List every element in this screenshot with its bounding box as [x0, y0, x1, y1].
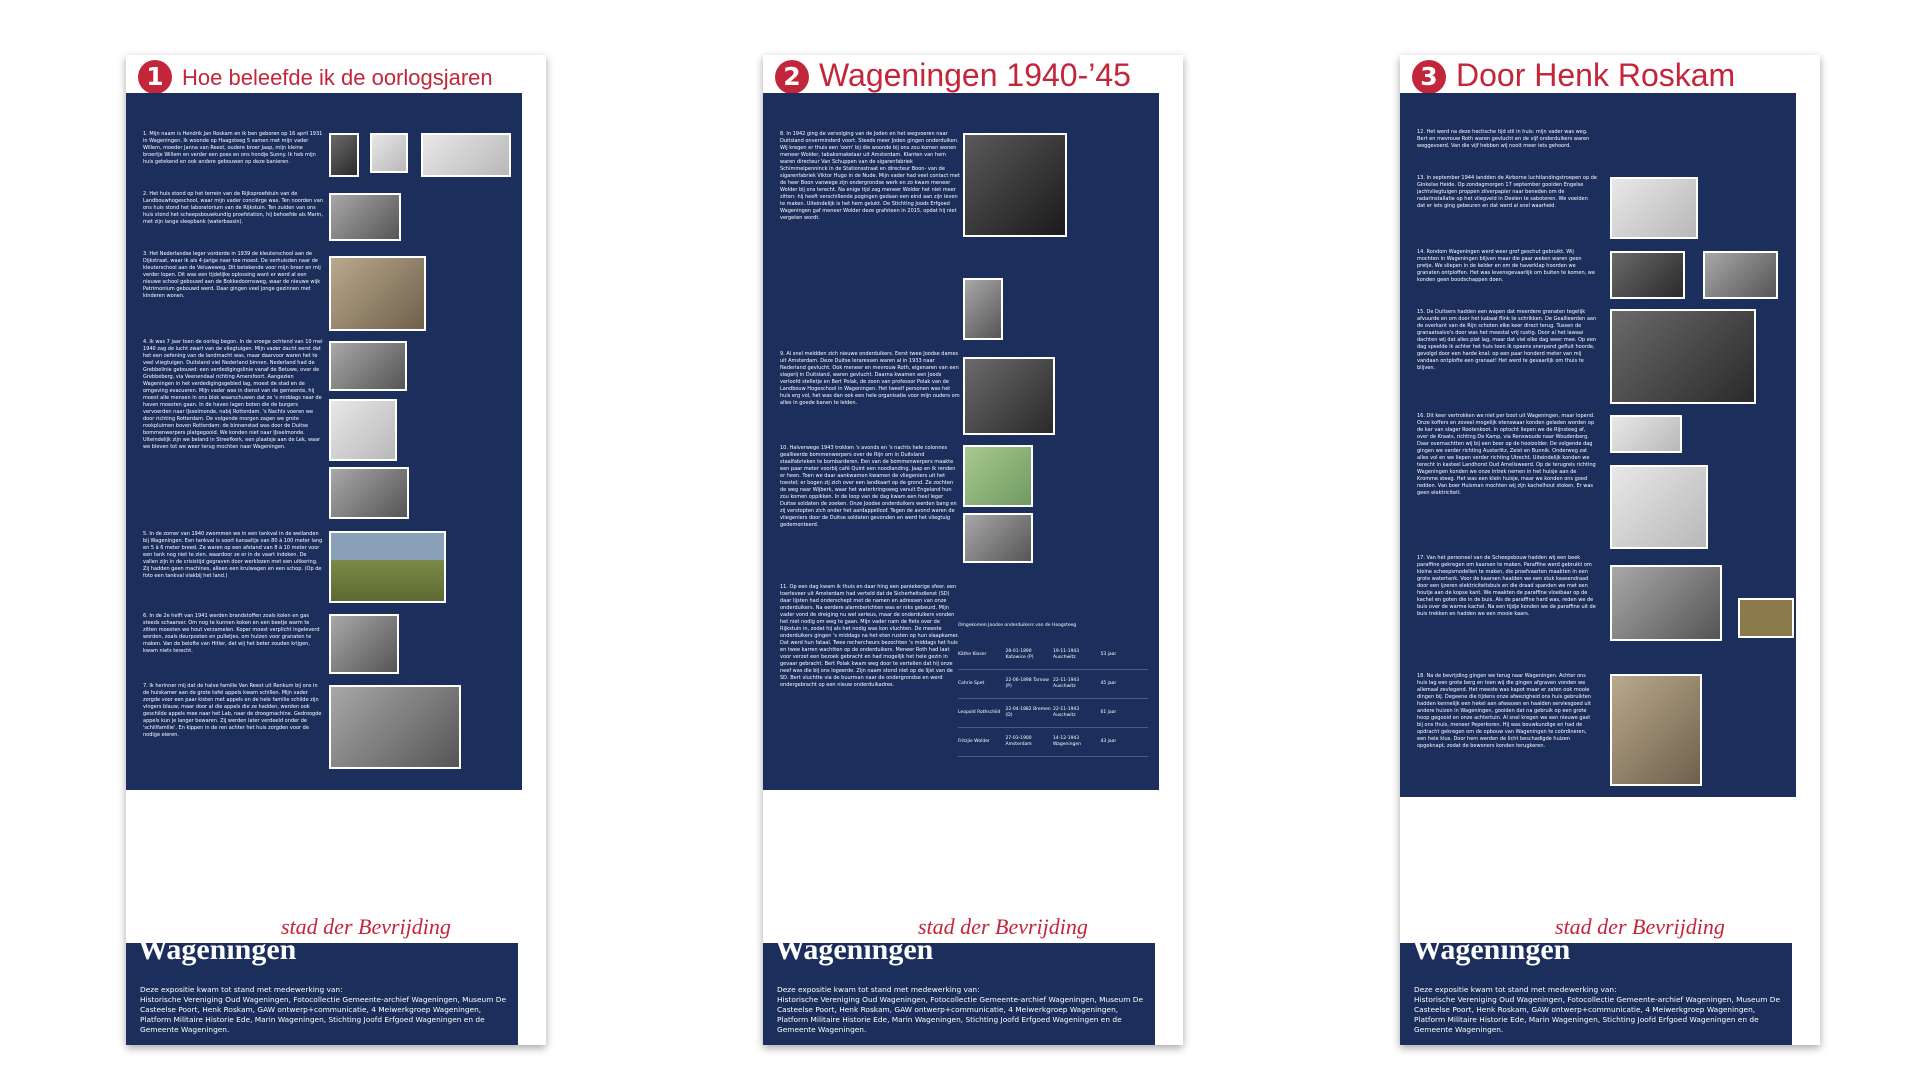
- cottage-drawing: [1610, 465, 1708, 549]
- cell-age: 61 jaar: [1100, 710, 1117, 715]
- banner-1: [126, 55, 546, 1045]
- table-caption: Omgekomen Joodse onderduikers van de Haagsteeg: [958, 623, 1077, 628]
- credits-intro: Deze expositie kwam tot stand met medewerking van:: [140, 985, 343, 994]
- town-logo: Wageningen: [1412, 933, 1571, 966]
- table-row: [958, 641, 1148, 670]
- school-photo: [329, 256, 426, 331]
- story-section-16: 16. Dit keer vertrokken we niet per boot uit Wageningen, maar lopend. Onze koffers en zoveel mogelijk etenswaar konden geladen worden op de kar van slager Rootenkoot. In optocht liepen we de Rijnsteeg af, over de Kraats, richting De Kamp, via Renswoude naar Woudenberg. Daar overnachtten wij bij een boer op de hooizolder. De volgende dag gingen we verder richting Austerlitz, Zeist en Bunnik. Onderweg zat alles vol en we liepen verder richting Utrecht. Uiteindelijk konden we terecht in kasteel Landhorst Oud Amelisweerd. Op de terugreis richting Wageningen konden we onze intrek nemen in het huisje aan de Kromme steeg. Het was een klein huisje, maar we konden ons goed redden. Van boer Huisman mochten wij zijn kachelhout stoken. Er was geen elektriciteit.: [1417, 413, 1596, 496]
- town-logo: Wageningen: [775, 933, 934, 966]
- table-row: [958, 670, 1148, 699]
- story-section-2: 2. Het huis stond op het terrein van de Rijksproefstuin van de Landbouwhogeschool, waar mijn vader conciërge was. Ten noorden van ons huis stond het laboratorium van de Rijkstuin. Ten zuiden van ons huis stond het scheepsbouwkundig proefstation, hij behoefde als Marin, met zijn lange sleepbank (waterbassin).: [143, 191, 323, 225]
- victims-table: [958, 623, 1148, 757]
- content-area: [1400, 93, 1796, 797]
- gravestone-photo: [963, 278, 1003, 340]
- banner-number: 2: [775, 60, 809, 94]
- banner-number: 3: [1412, 60, 1446, 94]
- slogan: stad der Bevrijding: [1555, 914, 1725, 939]
- story-section-5: 5. In de zomer van 1940 zwommen we in een tankval in de weilanden bij Wageningen. Een tankval is soort kanaaltje van 80 à 100 meter lang en 5 à 6 meter breed. Ze waren op een afstand van 8 à 10 meter voor een tank nog niet te zien, waardoor ze er in de vaart indoken. De vallen zijn in de crisistijd gegraven door werklozen met een uitkering. Zij hadden geen machines, alleen een kruiwagen en een schop. (Op de foto een tankval vlakbij het land.): [143, 531, 323, 579]
- credits-text: Historische Vereniging Oud Wageningen, Fotocollectie Gemeente-archief Wageningen, Museum De Casteelse Poort, Henk Roskam, GAW ontwerp+communicatie, 4 Meiwerkgroep Wageningen, Platform Militaire Historie Ede, Marin Wageningen, Stichting Joofd Erfgoed Wageningen en de Gemeente Wageningen.: [777, 995, 1144, 1034]
- portrait-photo: [329, 133, 359, 177]
- banner-title: Wageningen 1940-’45: [819, 57, 1131, 93]
- cell-born: 22-04-1882 Bremen (D): [1005, 707, 1051, 718]
- farm-photo: [963, 513, 1033, 563]
- cell-born: 22-06-1898 Tarnow (P): [1005, 678, 1049, 689]
- house-photo: [963, 357, 1055, 435]
- credits: [777, 985, 1147, 1035]
- credits-intro: Deze expositie kwam tot stand met medewerking van:: [1414, 985, 1617, 994]
- story-section-3: 3. Het Nederlandse leger vorderde in 1939 de kleuterschool aan de Dijkstraat, waar ik als 4-jarige naar toe moest. De verhuisden naar de kleuterschool aan de Veluweweg. Dit betekende voor mijn broer en mij verder lopen. Dit was een tijdelijke oplossing want er werd al een nieuwe school gebouwd aan de Bokkedoornsweg, waar de nieuwe wijk Patrimonium gebouwd werd. Daar gingen veel jonge gezinnen met kinderen wonen.: [143, 251, 321, 299]
- tank-trap-photo: [329, 531, 446, 603]
- banner-header: [126, 55, 546, 93]
- table-row: [958, 728, 1148, 757]
- cell-died: 22-11-1943 Auschwitz: [1053, 678, 1080, 689]
- crowd-photo: [329, 467, 409, 519]
- castle-drawing: [1610, 415, 1682, 453]
- story-section-10: 10. Halverwege 1943 trokken 's avonds en 's nachts hele colonnes geallieerde bommenwerpers over de Rijn om in Duitsland staalfabrieken te bombarderen. Een van de bommenwerpers maakte een paar meter voorbij café Quint een noodlanding. Jaap en ik renden er heen. Toen we daar aankwamen kwamen de vliegeniers uit het toestel; er bogen zij zich over een landkaart op de grond. Ze zochten de weg naar Wijberk, waar het waterkringsweg vanuit Engeland hun zou komen oppikken. In de loop van de dag kwam een heel leger Duitse soldaten de zoeken. Onze Joodse onderduikers werden bang en zij verstopten zich onder het aardappelloof. Tegen de avond waren de vliegeniers door de Duitse soldaten gevonden en werd het vliegtuig gedemonteerd.: [780, 445, 957, 528]
- credits-intro: Deze expositie kwam tot stand met medewerking van:: [777, 985, 980, 994]
- drawing-thumbnail: [370, 133, 408, 173]
- landing-map: [963, 445, 1033, 507]
- content-area: [763, 93, 1159, 790]
- story-section-11: 11. Op een dag kwam ik thuis en daar hing een paniekerige sfeer. een toerleveer uit Amsterdam had verteld dat de Sicherheitsdienst (SD) daar lijsten had onderschept met de namen en adressen van onze onderduikers. Na eerdere alarmberichten was er niks gebeurd. Mijn vader vond de dreiging nu wel serieus, maar de onderduikers vonden het niet nodig om weg te gaan. Mijn vader nam de fiets over de Rijkstuin in, zodat hij als het nodig was kon vluchten. De meeste onderduikers gingen 's middags na het eten rusten op hun slaapkamer. Dat werd hun fataal. Twee rechercheurs bezochten 's middags het huis en twee karren wachtten op de onderduikers. Meneer Roth had laat voor verzet een bezoek gebracht en had mogelijk het hele gezin in gevaar gebracht. Bert Polak kwam weg door te vertellen dat hij onze neef was die bij ons logeerde. Zijn naam stond niet op de lijst van de SD. Bert vluchtte via de buurman naar de ondergrondse en werd ondergebracht op een nieuw onderduikadres.: [780, 584, 959, 688]
- story-section-8: 8. In 1942 ging de vervolging van de Joden en het wegvoeren naar Duitsland onverminderd voort. Steeds meer Joden gingen onderduiken. Wij kregen er thuis een 'oom' bij die woonde bij ons zou komen wonen meneer Wolder, tabaksmakelaar uit Amsterdam. Klanten van hem waren directeur Van Schuppen van de sigarenfabriek Schimmelpenninck in de Stationsstraat en directeur Boon- van de sigarenfabriek Viktor Hugo in de Nude. Mijn vader had veel contact met de heer Boon vanwege zijn ondergrondse werk en zo kwam meneer Wolder bij ons terecht. Na enige tijd zag meneer Wolder het niet meer zitten: hij heeft verschillende pogingen gedaan een eind aan zijn leven te maken. Uiteindelijk is het hem gelukt. De Stichting Joods Erfgoed Wageningen gaf meneer Wolder deze grafsteen in 2015, opdat hij niet vergeten wordt.: [780, 131, 960, 221]
- story-section-12: 12. Het werd na deze hectische tijd stil in huis: mijn vader was weg. Bert en mevrouw Roth waren gevlucht en de vijf onderduikers waren weggevoerd. Van die vijf hebben wij nooit meer iets gehoord.: [1417, 129, 1590, 149]
- slogan: stad der Bevrijding: [281, 914, 451, 939]
- story-section-17: 17. Van het personeel van de Scheepsbouw hadden wij een beek paraffine gekregen om kaarsen te maken. Paraffine werd gebruikt om kleine scheepsmodellen te maken, die proefvaarten maakten in een grote watertank. Voor de kaarsen haalden we een stuk kaasendraad door een ijzeren elektriciteitsbuis en die draad spanden we met een houtje aan de kopse kant. We maakten de paraffine vloeibaar op de kachel en goten die in de buis. Als de paraffine hard was, reden we de buis over de warme kachel. Na een tijdje konden we de paraffine uit de buis trekken en hadden we een mooie kaars.: [1417, 555, 1596, 617]
- cell-born: 28-01-1890 Katowice (P): [1005, 649, 1034, 660]
- house-drawing: [421, 133, 511, 177]
- cell-name: Cahrie Spet: [958, 681, 985, 686]
- cell-died: 14-12-1943 Wageningen: [1053, 736, 1081, 747]
- story-section-9: 9. Al snel meldden zich nieuwe onderduikers. Eerst twee Joodse dames uit Amsterdam. Deze Duitse leraressen waren al in 1933 naar Nederland gevlucht. Ook meneer en mevrouw Roth, eigenaren van een slagerij in Duitsland, waren gevlucht. Daarna kwamen een Joods verloofd stelletje en Bert Polak, de zoon van professor Polak van de Landbouw Hogeschool in Wageningen. Het tweelf personen was het huis erg vol, het was dan ook een hele organisatie voor mijn ouders om alles in goede banen te leiden.: [780, 351, 960, 406]
- credits: [140, 985, 510, 1035]
- church-drawing: [329, 399, 397, 461]
- story-section-13: 13. In september 1944 landden de Airborne luchtlandingstroepen op de Ginkelse Heide. Op zondagmorgen 17 september gooiden Engelse jachtvliegtuigen proppen zilverpapier naar beneden om de radarinstallatie op het vliegveld in Deelen te saboteren. We voelden dat er iets ging gebeuren en dat werd al snel waarheid.: [1417, 175, 1597, 209]
- street-photo: [1703, 251, 1778, 299]
- table-row: [958, 699, 1148, 728]
- family-photo: [1610, 674, 1702, 786]
- cell-died: 22-11-1943 Auschwitz: [1053, 707, 1080, 718]
- paratroopers-photo: [1610, 177, 1698, 239]
- artillery-photo: [1610, 251, 1685, 299]
- cell-name: Leopold Rothschild: [958, 710, 1001, 715]
- portrait-wolder: [963, 133, 1067, 237]
- slogan: stad der Bevrijding: [918, 914, 1088, 939]
- evacuees-photo: [1610, 309, 1756, 404]
- banner-title: Hoe beleefde ik de oorlogsjaren: [182, 65, 493, 90]
- story-section-6: 6. In de 2e helft van 1941 werden brandstoffen zoals kolen en gas steeds schaarser. Om nog te kunnen koken en een beetje warm te zitten moesten we hout verzamelen. Koper moest verplicht ingeleverd worden, zoals deurposten en pulletjes, om hulzen voor granaten te maken. Van de belofte van Hitler, dat wij het beter zouden krijgen, kwam niets terecht.: [143, 613, 320, 654]
- aerial-photo: [329, 193, 401, 241]
- footer: [763, 933, 1155, 1045]
- banner-number: 1: [138, 60, 172, 94]
- story-section-15: 15. De Duitsers hadden een wapen dat meerdere granaten tegelijk afvuurde en om door het kabaal flink te schrikken. De Geallieerden aan de overkant van de Rijn schoten elke keer direct terug. Tussen de granaatsalvo's door was het meestal vrij rustig. Door al het lawaai dachten wij dat alles plat lag, maar dat viel elke dag weer mee. Op een dag speelde ik achter het huis toen ik opeens snerpend gefluit hoorde, gevolgd door een harde knal: op een paar honderd meter van mij vandaan ontplofte een granaat! Het werd te gevaarlijk om thuis te blijven.: [1417, 309, 1597, 371]
- footer: [1400, 933, 1792, 1045]
- stove-photo: [329, 614, 399, 674]
- content-area: [126, 93, 522, 790]
- cell-name: Fritzjie Wolder: [958, 739, 990, 744]
- banner-2: [763, 55, 1183, 1045]
- story-section-7: 7. Ik herinner mij dat de halve familie Van Reest uit Renkum bij ons in de huiskamer aan de grote tafel appels kwam schillen. Mijn vader zorgde voor een paar kisten met appels en de hele familie schilde zijn vingers blauw, maar door al die appels die ze hadden, werden ook geschilde appels mee naar het Lab, naar de droogmachine. Gedroogde appels kun je langer bewaren. Zij werden later verdeeld onder de 'schillfamilie'. En kippen in de ren achter het huis zorgden voor de nodige eieren.: [143, 683, 322, 738]
- farmhouse-photo: [329, 685, 461, 769]
- story-section-1: 1. Mijn naam is Hendrik Jan Roskam en ik ben geboren op 16 april 1931 in Wageningen. Ik woonde op Haagsteeg 5 samen met mijn vader Willem, moeder Janna van Reest, oudere broer Jaap, mijn kleine broertje Willem en verder een poes en ons hondje Sunny. Ik heb mijn huis getekend en ook andere gebouwen op deze banieren.: [143, 131, 323, 165]
- story-section-4: 4. Ik was 7 jaar toen de oorlog begon. In de vroege ochtend van 10 mei 1940 zag de lucht zwart van de vliegtuigen. Mijn vader dacht eerst dat het een oefening van de landmacht was, maar daarvoor waren het te veel vliegtuigen. Duitsland viel Nederland binnen. Nederland had de Grebbelinie gebouwd: een verdedigingslinie vanaf de Betuwe, over de Grebbeberg, via Veenendaal richting Amersfoort. Aangezien Wageningen in het verdedigingsgebied lag, moest de stad en de omgeving evacueren. Mijn vader was in dienst van de gemeente, hij moest alle mensen in ons blok waarschuwen dat ze 's middags naar de haven moesten gaan. In de haven lagen boten die de burgers vervoerden naar IJsselmonde, nabij Rotterdam. 's Nachts voeren we door richting Rotterdam. De volgende morgen zagen we grote rookpluimen boven Rotterdam: de binnenstad was door de Duitse bommenwerpers platgegooid. We konden niet naar IJsselmonde. Uiteindelijk zijn we beland in Streefkerk, een plaatsje aan de Lek, waar we bleven tot we weer terug mochten naar Wageningen.: [143, 339, 323, 450]
- cell-born: 27-03-1900 Amsterdam: [1005, 736, 1032, 747]
- evacuation-photo: [329, 341, 407, 391]
- credits: [1414, 985, 1784, 1035]
- paraffin-photo: [1738, 598, 1794, 638]
- footer: [126, 933, 518, 1045]
- cell-age: 43 jaar: [1100, 739, 1117, 744]
- banner-3: [1400, 55, 1820, 1045]
- cell-died: 19-11-1943 Auschwitz: [1053, 649, 1080, 660]
- banner-title: Door Henk Roskam: [1456, 57, 1736, 93]
- ship-model-photo: [1610, 565, 1722, 641]
- banner-header: [1400, 55, 1820, 93]
- banner-header: [763, 55, 1183, 93]
- credits-text: Historische Vereniging Oud Wageningen, Fotocollectie Gemeente-archief Wageningen, Museum De Casteelse Poort, Henk Roskam, GAW ontwerp+communicatie, 4 Meiwerkgroep Wageningen, Platform Militaire Historie Ede, Marin Wageningen, Stichting Joofd Erfgoed Wageningen en de Gemeente Wageningen.: [1414, 995, 1781, 1034]
- cell-age: 53 jaar: [1100, 652, 1117, 657]
- town-logo: Wageningen: [138, 933, 297, 966]
- cell-age: 45 jaar: [1100, 681, 1117, 686]
- story-section-18: 18. Na de bevrijding gingen we terug naar Wageningen. Achter ons huis lag een grote berg en toen wij die gingen afgraven vonden we allemaal zevlegend. Het meeste was kapot maar er zaten ook mooie dingen bij. Degeene die tijdens onze afwezigheid ons huis gebruikten hadden kennelijk een hekel aan afwassen en haalden serviesgoed uit andere huizen in Wageningen, gooiden dat na gebruik op een grote hoop gegooid en onze achtertuin. Al snel kregen we een nieuwe gast bij ons thuis, meneer Peperkoren. Hij was bouwkundige en had de opdracht gekregen om de opbouw van Wageningen te coördineren, een hele klus. Door hem werden de licht beschadigde huizen opgeknapt, zodat de bewoners konden terugkeren.: [1417, 673, 1592, 749]
- cell-name: Käthe Kloser: [958, 652, 987, 657]
- story-section-14: 14. Rondom Wageningen werd weer grof geschut gebruikt. Wij mochten in Wageningen blijven maar die paar weken waren geen pretje. We sliepen in de kelder en om de haverklap hoorden we granaten ontploffen. Het was levensgevaarlijk om buiten te komen, we konden geen boodschappen doen.: [1417, 249, 1595, 283]
- credits-text: Historische Vereniging Oud Wageningen, Fotocollectie Gemeente-archief Wageningen, Museum De Casteelse Poort, Henk Roskam, GAW ontwerp+communicatie, 4 Meiwerkgroep Wageningen, Platform Militaire Historie Ede, Marin Wageningen, Stichting Joofd Erfgoed Wageningen en de Gemeente Wageningen.: [140, 995, 507, 1034]
